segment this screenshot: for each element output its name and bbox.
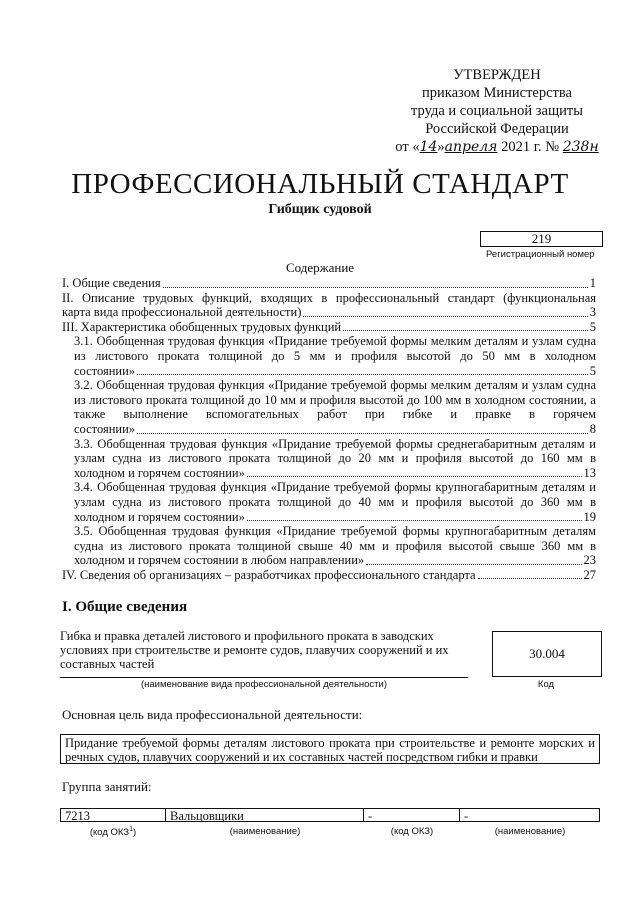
- page-subtitle: Гибщик судовой: [268, 202, 372, 217]
- registration-label: Регистрационный номер: [486, 249, 595, 260]
- page-title: ПРОФЕССИОНАЛЬНЫЙ СТАНДАРТ: [71, 168, 569, 200]
- okz-name-label: (наименование): [229, 826, 301, 837]
- approval-number: 238н: [562, 139, 599, 155]
- okz-code-2: -: [364, 808, 460, 822]
- goal-label: Основная цель вида профессиональной деятельности:: [62, 707, 363, 722]
- approval-month: апреля: [444, 139, 498, 155]
- toc-item[interactable]: I. Общие сведения 1: [62, 276, 596, 290]
- approval-line: УТВЕРЖДЕН: [453, 67, 541, 83]
- table-of-contents: [62, 276, 596, 582]
- approval-line: приказом Министерства: [422, 85, 572, 101]
- approval-line: труда и социальной защиты: [411, 103, 583, 119]
- toc-item[interactable]: 3.2. Обобщенная трудовая функция «Придание требуемой формы мелким деталям и узлам судна из листового проката толщиной до 10 мм и профиля высотой до 100 мм в холодном состоянии, а также выполнение вспомогательных работ при гибке и правке в горячем состоянии» 8: [74, 378, 596, 436]
- group-label: Группа занятий:: [62, 779, 152, 794]
- section-heading: I. Общие сведения: [62, 599, 188, 615]
- approval-line: Российской Федерации: [425, 121, 569, 137]
- activity-underline: [60, 677, 468, 678]
- okz-code: 7213: [60, 808, 166, 822]
- activity-name: Гибка и правка деталей листового и профильного проката в заводских условиях при строительстве и ремонте судов, плавучих сооружений и их составных частей: [60, 629, 449, 671]
- approval-date: от «14»апреля 2021 г. № 238н: [395, 139, 599, 155]
- okz-name-2: -: [460, 808, 600, 822]
- code-label: Код: [537, 679, 555, 690]
- approval-block: [392, 66, 602, 156]
- okz-name-2-label: (наименование): [494, 826, 566, 837]
- okz-name: Вальцовщики: [166, 808, 364, 822]
- okz-code-2-label: (код ОКЗ): [390, 826, 434, 837]
- toc-item[interactable]: III. Характеристика обобщенных трудовых функций 5: [62, 319, 596, 334]
- okz-code-label: (код ОКЗ$^1$): [89, 826, 137, 839]
- toc-title: Содержание: [285, 260, 355, 275]
- activity-label: (наименование вида профессиональной деятельности): [140, 679, 388, 690]
- approval-day: 14: [419, 139, 438, 155]
- goal-text: Придание требуемой формы деталям листового проката при строительстве и ремонте морских и речных судов, плавучих сооружений и их составных частей посредством гибки и правки: [60, 734, 600, 764]
- toc-item[interactable]: 3.3. Обобщенная трудовая функция «Придание требуемой формы среднегабаритным деталям и узлам судна из листового проката толщиной до 20 мм и профиля высотой до 160 мм в холодном и горячем состоянии» 13: [74, 436, 596, 480]
- toc-item[interactable]: 3.4. Обобщенная трудовая функция «Придание требуемой формы крупногабаритным деталям и узлам судна из листового проката толщиной до 40 мм и профиля высотой до 360 мм в холодном и горячем состоянии» 19: [74, 480, 596, 524]
- toc-item[interactable]: II. Описание трудовых функций, входящих в профессиональный стандарт (функциональная карта вида профессиональной деятельности) 3: [62, 290, 596, 320]
- toc-item[interactable]: 3.1. Обобщенная трудовая функция «Придание требуемой формы мелким деталям и узлам судна из листового проката толщиной до 5 мм и профиля высотой до 50 мм в холодном состоянии» 5: [74, 334, 596, 378]
- toc-item[interactable]: 3.5. Обобщенная трудовая функция «Придание требуемой формы крупногабаритным деталям судна из листового проката толщиной свыше 40 мм и профиля высотой свыше 360 мм в холодном и горячем состоянии в любом направлении» 23: [74, 524, 596, 568]
- activity-code: 30.004: [492, 631, 602, 677]
- registration-number: 219: [480, 231, 603, 247]
- toc-item[interactable]: IV. Сведения об организациях – разработчиках профессионального стандарта 27: [62, 567, 596, 582]
